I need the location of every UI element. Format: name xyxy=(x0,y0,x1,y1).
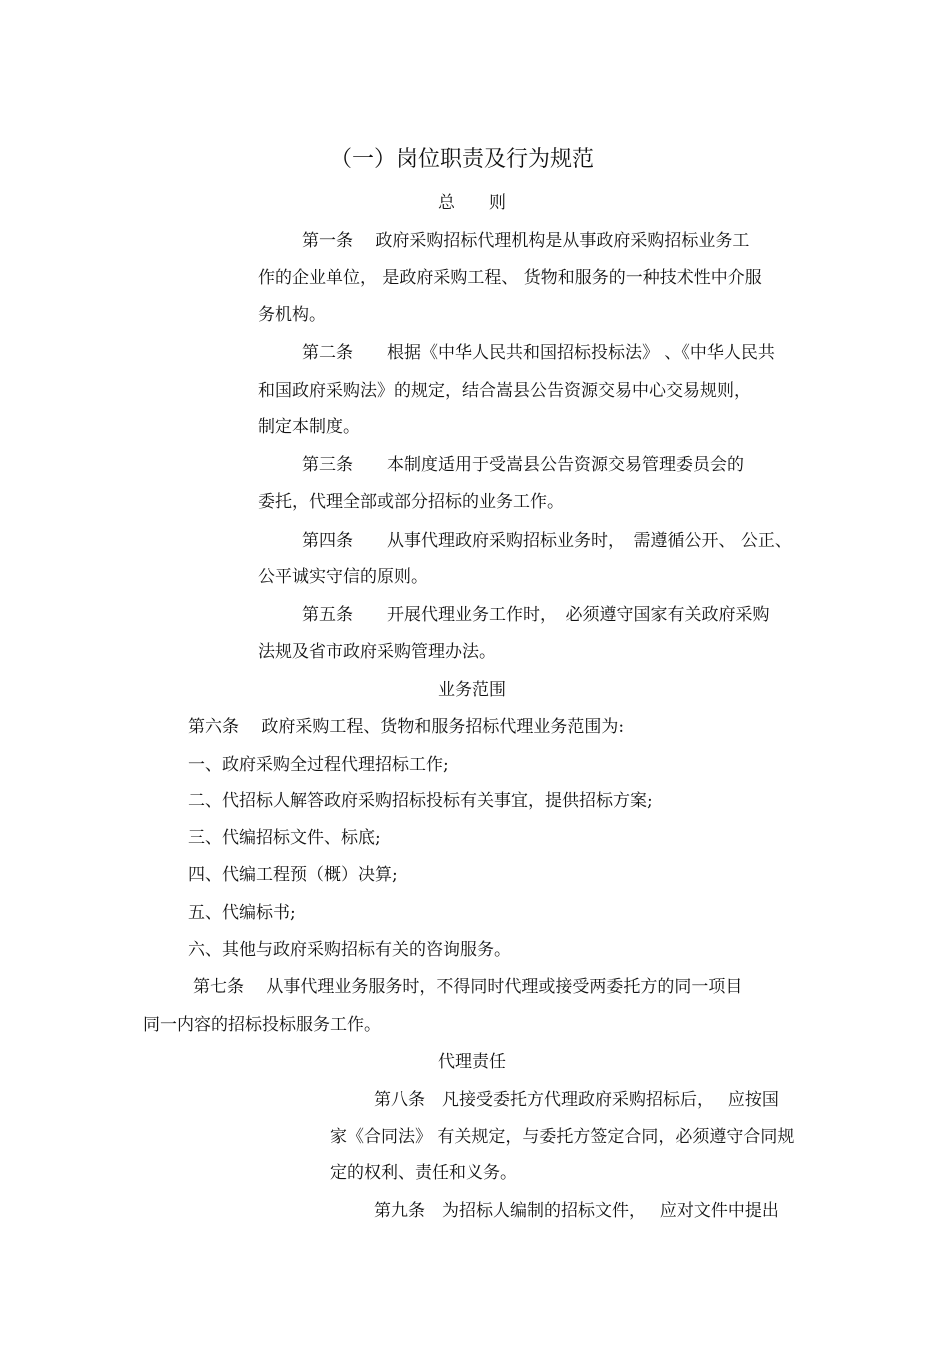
section-heading-scope: 业务范围 xyxy=(438,680,506,700)
article-line: 第六条 政府采购工程、货物和服务招标代理业务范围为: xyxy=(188,717,625,737)
article-line: 同一内容的招标投标服务工作。 xyxy=(143,1015,381,1035)
article-line: 制定本制度。 xyxy=(258,417,360,437)
list-item: 一、政府采购全过程代理招标工作; xyxy=(188,755,449,775)
article-line: 法规及省市政府采购管理办法。 xyxy=(258,642,496,662)
list-item: 五、代编标书; xyxy=(188,903,296,923)
article-line: 第三条 本制度适用于受嵩县公告资源交易管理委员会的 xyxy=(302,455,744,475)
article-line: 公平诚实守信的原则。 xyxy=(258,567,428,587)
article-line: 第四条 从事代理政府采购招标业务时， 需遵循公开、 公正、 xyxy=(302,531,792,551)
list-item: 六、其他与政府采购招标有关的咨询服务。 xyxy=(188,940,511,960)
section-heading-duty: 代理责任 xyxy=(438,1052,506,1072)
list-item: 三、代编招标文件、标底; xyxy=(188,828,381,848)
article-line: 家《合同法》 有关规定，与委托方签定合同，必须遵守合同规 xyxy=(330,1127,795,1147)
article-line: 和国政府采购法》的规定，结合嵩县公告资源交易中心交易规则， xyxy=(258,381,751,401)
list-item: 二、代招标人解答政府采购招标投标有关事宜，提供招标方案; xyxy=(188,791,653,811)
section-heading-general: 总 则 xyxy=(438,193,506,213)
page-title: （一）岗位职责及行为规范 xyxy=(330,147,595,172)
article-line: 定的权利、责任和义务。 xyxy=(330,1163,517,1183)
article-line: 第九条 为招标人编制的招标文件， 应对文件中提出 xyxy=(374,1201,779,1221)
article-line: 第七条 从事代理业务服务时，不得同时代理或接受两委托方的同一项目 xyxy=(193,977,743,997)
article-line: 第一条 政府采购招标代理机构是从事政府采购招标业务工 xyxy=(302,231,750,251)
article-line: 第八条 凡接受委托方代理政府采购招标后， 应按国 xyxy=(374,1090,779,1110)
article-line: 务机构。 xyxy=(258,305,326,325)
article-line: 作的企业单位， 是政府采购工程、 货物和服务的一种技术性中介服 xyxy=(258,268,762,288)
article-line: 第五条 开展代理业务工作时， 必须遵守国家有关政府采购 xyxy=(302,605,770,625)
article-line: 第二条 根据《中华人民共和国招标投标法》 、《中华人民共 xyxy=(302,343,775,363)
list-item: 四、代编工程预（概）决算; xyxy=(188,865,398,885)
article-line: 委托，代理全部或部分招标的业务工作。 xyxy=(258,492,564,512)
